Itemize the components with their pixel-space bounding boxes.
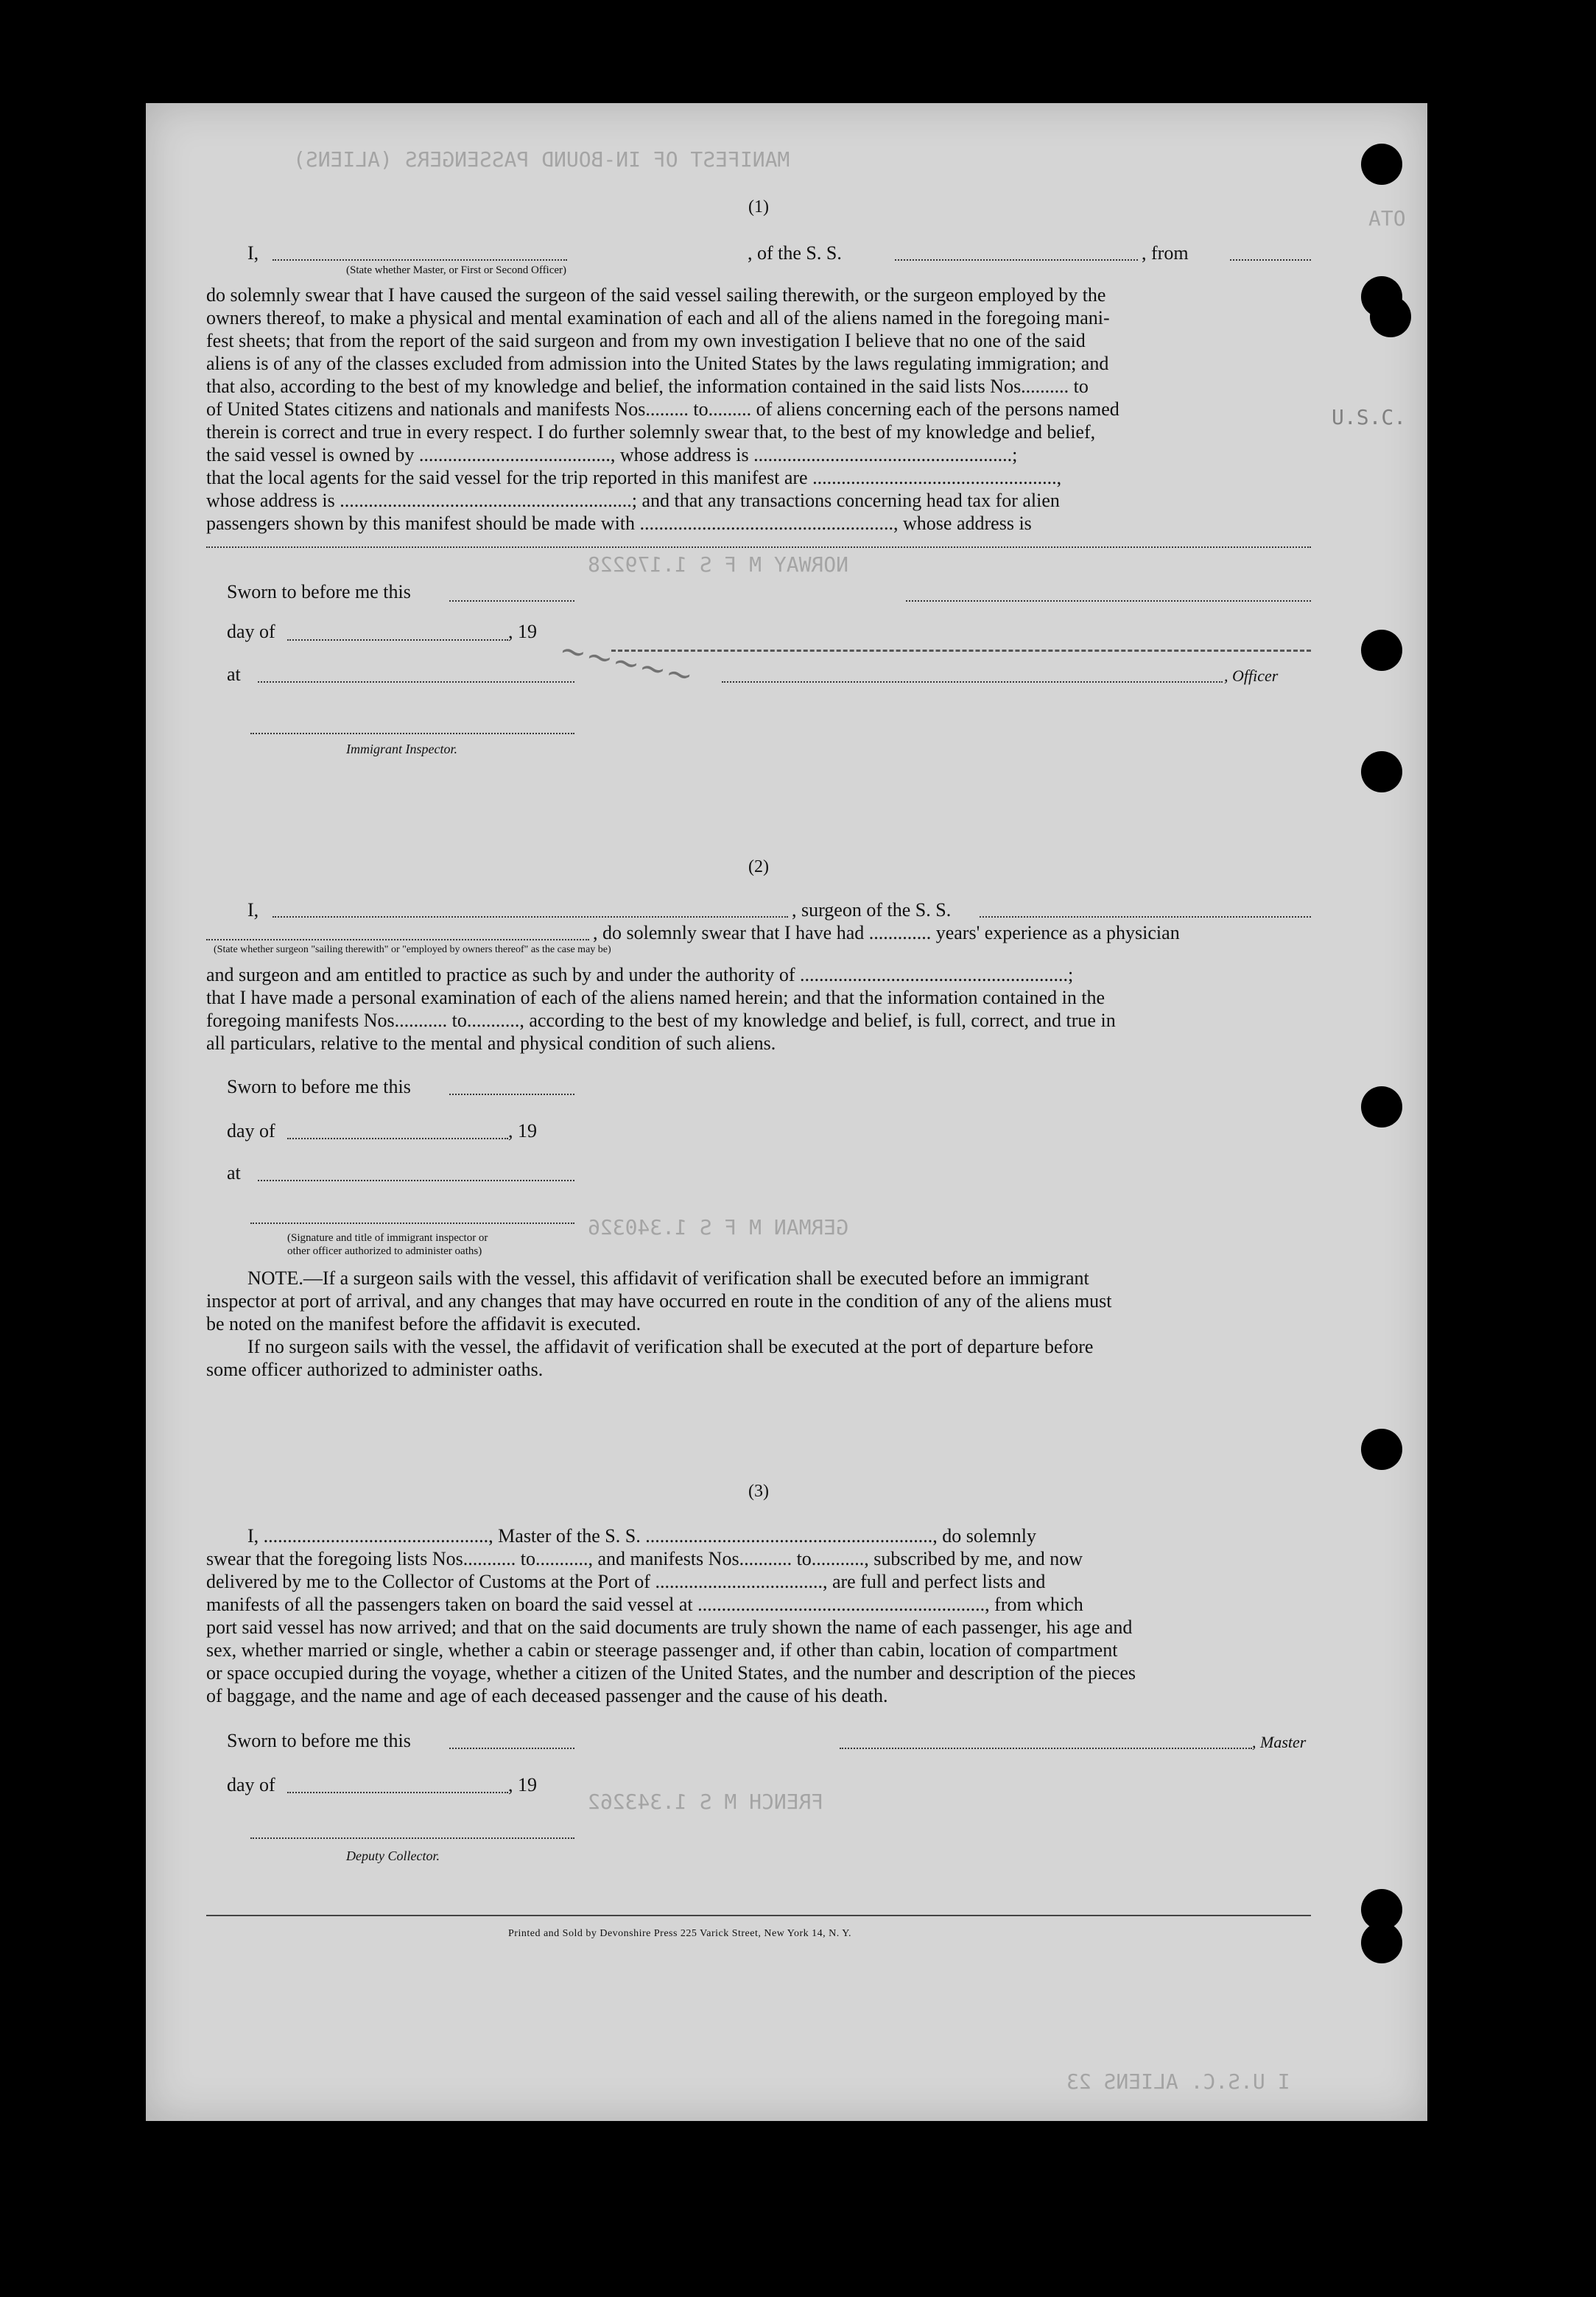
section-3-year-label: , 19 [508,1774,537,1795]
section-2-line-1-suffix: , surgeon of the S. S. [792,899,952,921]
section-2-day-of-label: day of [227,1120,275,1142]
section-2-year-label: , 19 [508,1120,537,1142]
surgeon-name-field[interactable] [273,916,788,918]
master-name-field[interactable] [273,259,567,261]
deputy-collector-label: Deputy Collector. [346,1848,440,1863]
section-1-line-1-middle: , of the S. S. [748,242,842,264]
section-2-at-label: at [227,1162,241,1183]
section-2-line-1-prefix: I, [247,899,259,921]
section-1-text-line: whose address is .............................................................; and that any transactions concerning head tax for alien [206,490,1060,511]
section-3-day-of-label: day of [227,1774,275,1795]
section-2-sworn-date-field[interactable] [449,1094,574,1095]
section-2-text-line: that I have made a personal examination of each of the aliens named herein; and that the information contained in the [206,987,1105,1008]
section-1-text-line: owners thereof, to make a physical and mental examination of each and all of the aliens named in the foregoing mani- [206,307,1110,328]
section-3-text-line: manifests of all the passengers taken on board the said vessel at ............................................................, from which [206,1594,1083,1615]
note-line: inspector at port of arrival, and any changes that may have occurred en route in the condition of any of the aliens must [206,1290,1112,1312]
section-2-at-field[interactable] [258,1180,574,1181]
port-from-field[interactable] [1230,259,1311,261]
section-3-text-line: port said vessel has now arrived; and that on the said documents are truly shown the name of each passenger, his age and [206,1617,1133,1638]
section-3-text-line: or space occupied during the voyage, whether a citizen of the United States, and the number and description of the pieces [206,1662,1136,1684]
section-3-text-line: I, ..............................................., Master of the S. S. ............................................................, do solemnly [247,1525,1037,1547]
section-3-text-line: delivered by me to the Collector of Customs at the Port of ..................................., are full and perfect lists and [206,1571,1046,1592]
master-label: , Master [1252,1733,1307,1751]
section-3-text-line: sex, whether married or single, whether a cabin or steerage passenger and, if other than cabin, location of compartment [206,1639,1118,1661]
officer-signature-field[interactable] [722,681,1223,683]
punch-hole [1361,630,1402,671]
vessel-name-field[interactable] [895,259,1138,261]
section-2-vessel-field[interactable] [980,916,1311,918]
surgeon-type-field[interactable] [206,939,589,940]
officer-label: , Officer [1224,666,1279,685]
master-signature-field[interactable] [840,1748,1252,1749]
punch-hole [1361,1922,1402,1963]
section-1-dash-rule [611,650,1311,652]
section-2-signature-note-1: (Signature and title of immigrant inspector or [287,1232,488,1244]
punch-hole [1361,1429,1402,1470]
inspector-signature-field[interactable] [250,733,574,734]
section-1-text-line: do solemnly swear that I have caused the surgeon of the said vessel sailing therewith, or the surgeon employed by the [206,284,1106,306]
bleed-through-row: NORWAY M F S 1.179228 [588,552,849,577]
section-1-text-line: that the local agents for the said vessel for the trip reported in this manifest are ..................................................., [206,467,1062,488]
section-2-text-line: all particulars, relative to the mental and physical condition of such aliens. [206,1033,776,1054]
section-1-text-line: that also, according to the best of my knowledge and belief, the information contained in the said lists Nos.......... to [206,376,1089,397]
punch-hole [1370,296,1411,337]
officer-signature-top-field[interactable] [906,600,1311,602]
head-tax-address-field[interactable] [206,546,1311,548]
margin-mark-top-right: ATO [1368,206,1406,231]
officer-rank-note: (State whether Master, or First or Second Officer) [346,264,567,276]
section-2-line-2: , do solemnly swear that I have had ............. years' experience as a physician [593,922,1180,943]
section-1-text-line: passengers shown by this manifest should be made with ....................................................., whose address is [206,513,1032,534]
note-line: If no surgeon sails with the vessel, the affidavit of verification shall be executed at the port of departure before [247,1336,1094,1357]
section-3-number: (3) [748,1482,769,1501]
section-2-sworn-label: Sworn to before me this [227,1076,411,1097]
manifest-page [146,103,1427,2121]
section-3-sworn-label: Sworn to before me this [227,1730,411,1751]
margin-mark-side: U.S.C. [1332,405,1407,429]
section-1-year-label: , 19 [508,621,537,642]
inspector-stamp: ~~~~~ [555,630,697,696]
bleed-through-row: FRENCH M S 1.343262 [588,1790,824,1814]
section-2-text-line: foregoing manifests Nos........... to..........., according to the best of my knowledge and belief, is full, correct, and true in [206,1010,1116,1031]
punch-hole [1361,1086,1402,1128]
section-1-text-line: of United States citizens and nationals and manifests Nos......... to......... of aliens concerning each of the persons named [206,398,1119,420]
deputy-collector-signature-field[interactable] [250,1837,574,1839]
section-1-at-field[interactable] [258,681,574,683]
section-1-number: (1) [748,197,769,217]
note-line: be noted on the manifest before the affidavit is executed. [206,1313,641,1334]
surgeon-type-note: (State whether surgeon "sailing therewith" or "employed by owners thereof" as the case may be) [214,944,611,955]
footer-rule [206,1915,1311,1916]
note-line: NOTE.—If a surgeon sails with the vessel, this affidavit of verification shall be executed before an immigrant [247,1267,1089,1289]
punch-hole [1361,751,1402,792]
section-1-at-label: at [227,664,241,685]
bleed-through-header: MANIFEST OF IN-BOUND PASSENGERS (ALIENS) [293,147,790,172]
section-1-sworn-date-field[interactable] [449,600,574,602]
section-3-day-field[interactable] [287,1792,508,1793]
punch-hole [1361,144,1402,185]
section-2-number: (2) [748,857,769,876]
inspector-label: Immigrant Inspector. [346,742,457,756]
section-1-day-of-label: day of [227,621,275,642]
section-1-text-line: aliens is of any of the classes excluded from admission into the United States by the laws regulating immigration; and [206,353,1109,374]
section-2-signature-note-2: other officer authorized to administer oaths) [287,1245,482,1257]
bleed-through-row: I U.S.C. ALIENS 23 [1066,2069,1290,2094]
section-1-line-1-suffix: , from [1142,242,1189,264]
section-3-text-line: of baggage, and the name and age of each deceased passenger and the cause of his death. [206,1685,888,1706]
bleed-through-row: GERMAN M F S 1.340326 [588,1215,849,1239]
section-1-text-line: fest sheets; that from the report of the said surgeon and from my own investigation I believe that no one of the said [206,330,1086,351]
section-3-text-line: swear that the foregoing lists Nos........... to..........., and manifests Nos........... to..........., subscribed by me, and now [206,1548,1083,1569]
note-line: some officer authorized to administer oaths. [206,1359,544,1380]
section-1-sworn-label: Sworn to before me this [227,581,411,602]
section-1-text-line: the said vessel is owned by ........................................, whose address is ......................................................; [206,444,1018,465]
section-1-line-1-prefix: I, [247,242,259,264]
section-2-day-field[interactable] [287,1138,508,1139]
section-3-sworn-date-field[interactable] [449,1748,574,1749]
section-1-day-field[interactable] [287,639,508,641]
section-2-signature-field[interactable] [250,1223,574,1224]
section-1-text-line: therein is correct and true in every respect. I do further solemnly swear that, to the best of my knowledge and belief, [206,421,1096,443]
section-2-text-line: and surgeon and am entitled to practice as such by and under the authority of ........................................................; [206,964,1074,985]
printer-footer: Printed and Sold by Devonshire Press 225 Varick Street, New York 14, N. Y. [508,1928,852,1939]
